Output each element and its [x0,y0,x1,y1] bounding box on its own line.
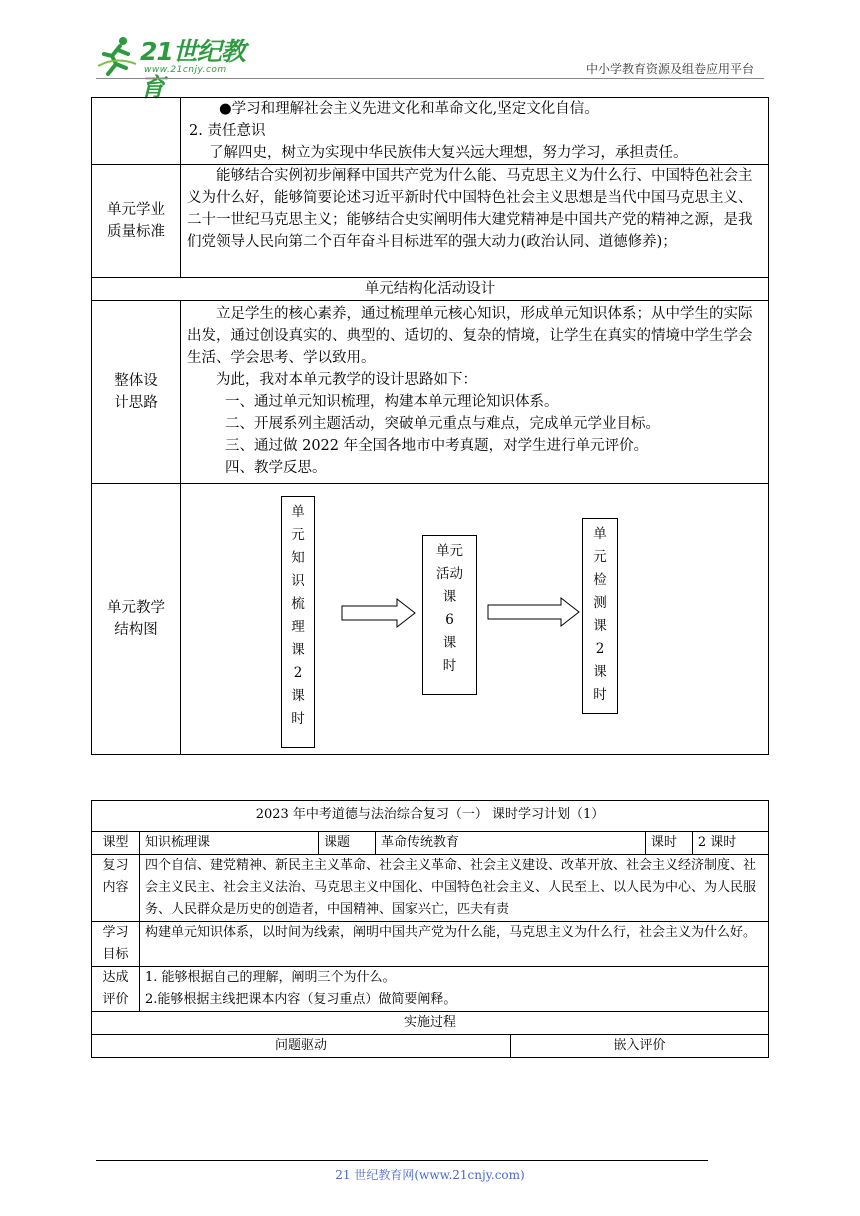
design-section-title: 单元结构化活动设计 [92,278,769,301]
column-question-driven: 问题驱动 [92,1035,511,1058]
footer-link[interactable]: 21 世纪教育网(www.21cnjy.com) [335,1168,525,1182]
hours-value: 2 课时 [692,832,768,855]
design-step: 三、通过做 2022 年全国各地市中考真题，对学生进行单元评价。 [225,438,649,454]
table-row [92,922,769,967]
empty-label-cell [92,98,181,165]
structure-diagram [181,484,768,754]
footer-divider [96,1160,708,1161]
table-row [92,165,769,278]
table-row [92,801,769,832]
logo-text: 21世纪教育 [140,37,245,102]
intro-cell [181,98,769,165]
header-divider [96,78,764,79]
lesson-title: 2023 年中考道德与法治综合复习（一） 课时学习计划（1） [92,801,769,832]
eval-label: 达成 评价 [92,967,140,1012]
table-row [92,855,769,922]
quality-text: 能够结合实例初步阐释中国共产党为什么能、马克思主义为什么行、中国特色社会主义为什么好，能够简要论述习近平新时代中国特色社会主义思想是当代中国马克思主义、二十一世纪马克思主义；能够结合史实阐明伟大建党精神是中国共产党的精神之源，是我们党领导人民向第二个百年奋斗目标进军的强大动力(政治认同、道德修养)； [187,168,753,250]
table-row [92,98,769,165]
intro-line: ●学习和理解社会主义先进文化和革命文化,坚定文化自信。 [219,101,599,117]
design-step: 四、教学反思。 [225,460,327,476]
table-row [92,278,769,301]
type-label: 课型 [92,832,140,855]
review-label: 复习 内容 [92,855,140,922]
unit-design-table [91,97,769,755]
type-value: 知识梳理课 [140,832,319,855]
activity-course-box: 单元 活动 课 6 课 时 [422,535,477,695]
design-para: 为此，我对本单元教学的设计思路如下： [216,372,477,388]
table-row [92,301,769,484]
quality-cell [181,165,769,278]
table-row [92,1035,769,1058]
topic-value: 革命传统教育 [376,832,646,855]
arrow-right-icon [341,598,417,628]
intro-line: 了解四史，树立为实现中华民族伟大复兴远大理想，努力学习，承担责任。 [209,145,688,161]
goal-label: 学习 目标 [92,922,140,967]
platform-name: 中小学教育资源及组卷应用平台 [585,62,754,76]
table-row [92,832,769,855]
arrow-right-icon [487,597,581,627]
process-label: 实施过程 [92,1012,769,1035]
runner-logo-icon [96,34,138,76]
page-header [0,0,860,102]
design-label: 整体设 计思路 [92,301,181,484]
column-embedded-eval: 嵌入评价 [510,1035,768,1058]
eval-content [140,967,769,1012]
structure-label: 单元教学 结构图 [92,484,181,755]
hours-label: 课时 [645,832,692,855]
knowledge-course-box: 单 元 知 识 梳 理 课 2 课 时 [281,496,315,748]
eval-item: 1. 能够根据自己的理解，阐明三个为什么。 [145,970,396,985]
quality-label: 单元学业 质量标准 [92,165,181,278]
design-para: 立足学生的核心素养，通过梳理单元核心知识，形成单元知识体系；从中学生的实际出发，通过创设真实的、典型的、适切的、复杂的情境，让学生在真实的情境中学生学会生活、学会思考、学以致用。 [187,306,753,366]
eval-item: 2.能够根据主线把课本内容（复习重点）做简要阐释。 [145,992,457,1007]
review-content: 四个自信、建党精神、新民主主义革命、社会主义革命、社会主义建设、改革开放、社会主义经济制度、社会主义民主、社会主义法治、马克思主义中国化、中国特色社会主义、人民至上、以人民为中心、为人民服务、人民群众是历史的创造者，中国精神、国家兴亡，匹夫有责 [140,855,769,922]
intro-line: 2. 责任意识 [189,123,266,139]
site-logo [96,32,256,102]
logo-url: www.21cnjy.com [144,65,227,75]
design-step: 一、通过单元知识梳理，构建本单元理论知识体系。 [225,394,559,410]
table-row [92,1012,769,1035]
design-step: 二、开展系列主题活动，突破单元重点与难点，完成单元学业目标。 [225,416,660,432]
goal-content: 构建单元知识体系，以时间为线索，阐明中国共产党为什么能，马克思主义为什么行，社会主义为什么好。 [140,922,769,967]
structure-diagram-cell [181,484,769,755]
topic-label: 课题 [319,832,376,855]
lesson-plan-table [91,800,769,1058]
table-row [92,484,769,755]
test-course-box: 单 元 检 测 课 2 课 时 [582,518,618,714]
table-row [92,967,769,1012]
design-cell [181,301,769,484]
